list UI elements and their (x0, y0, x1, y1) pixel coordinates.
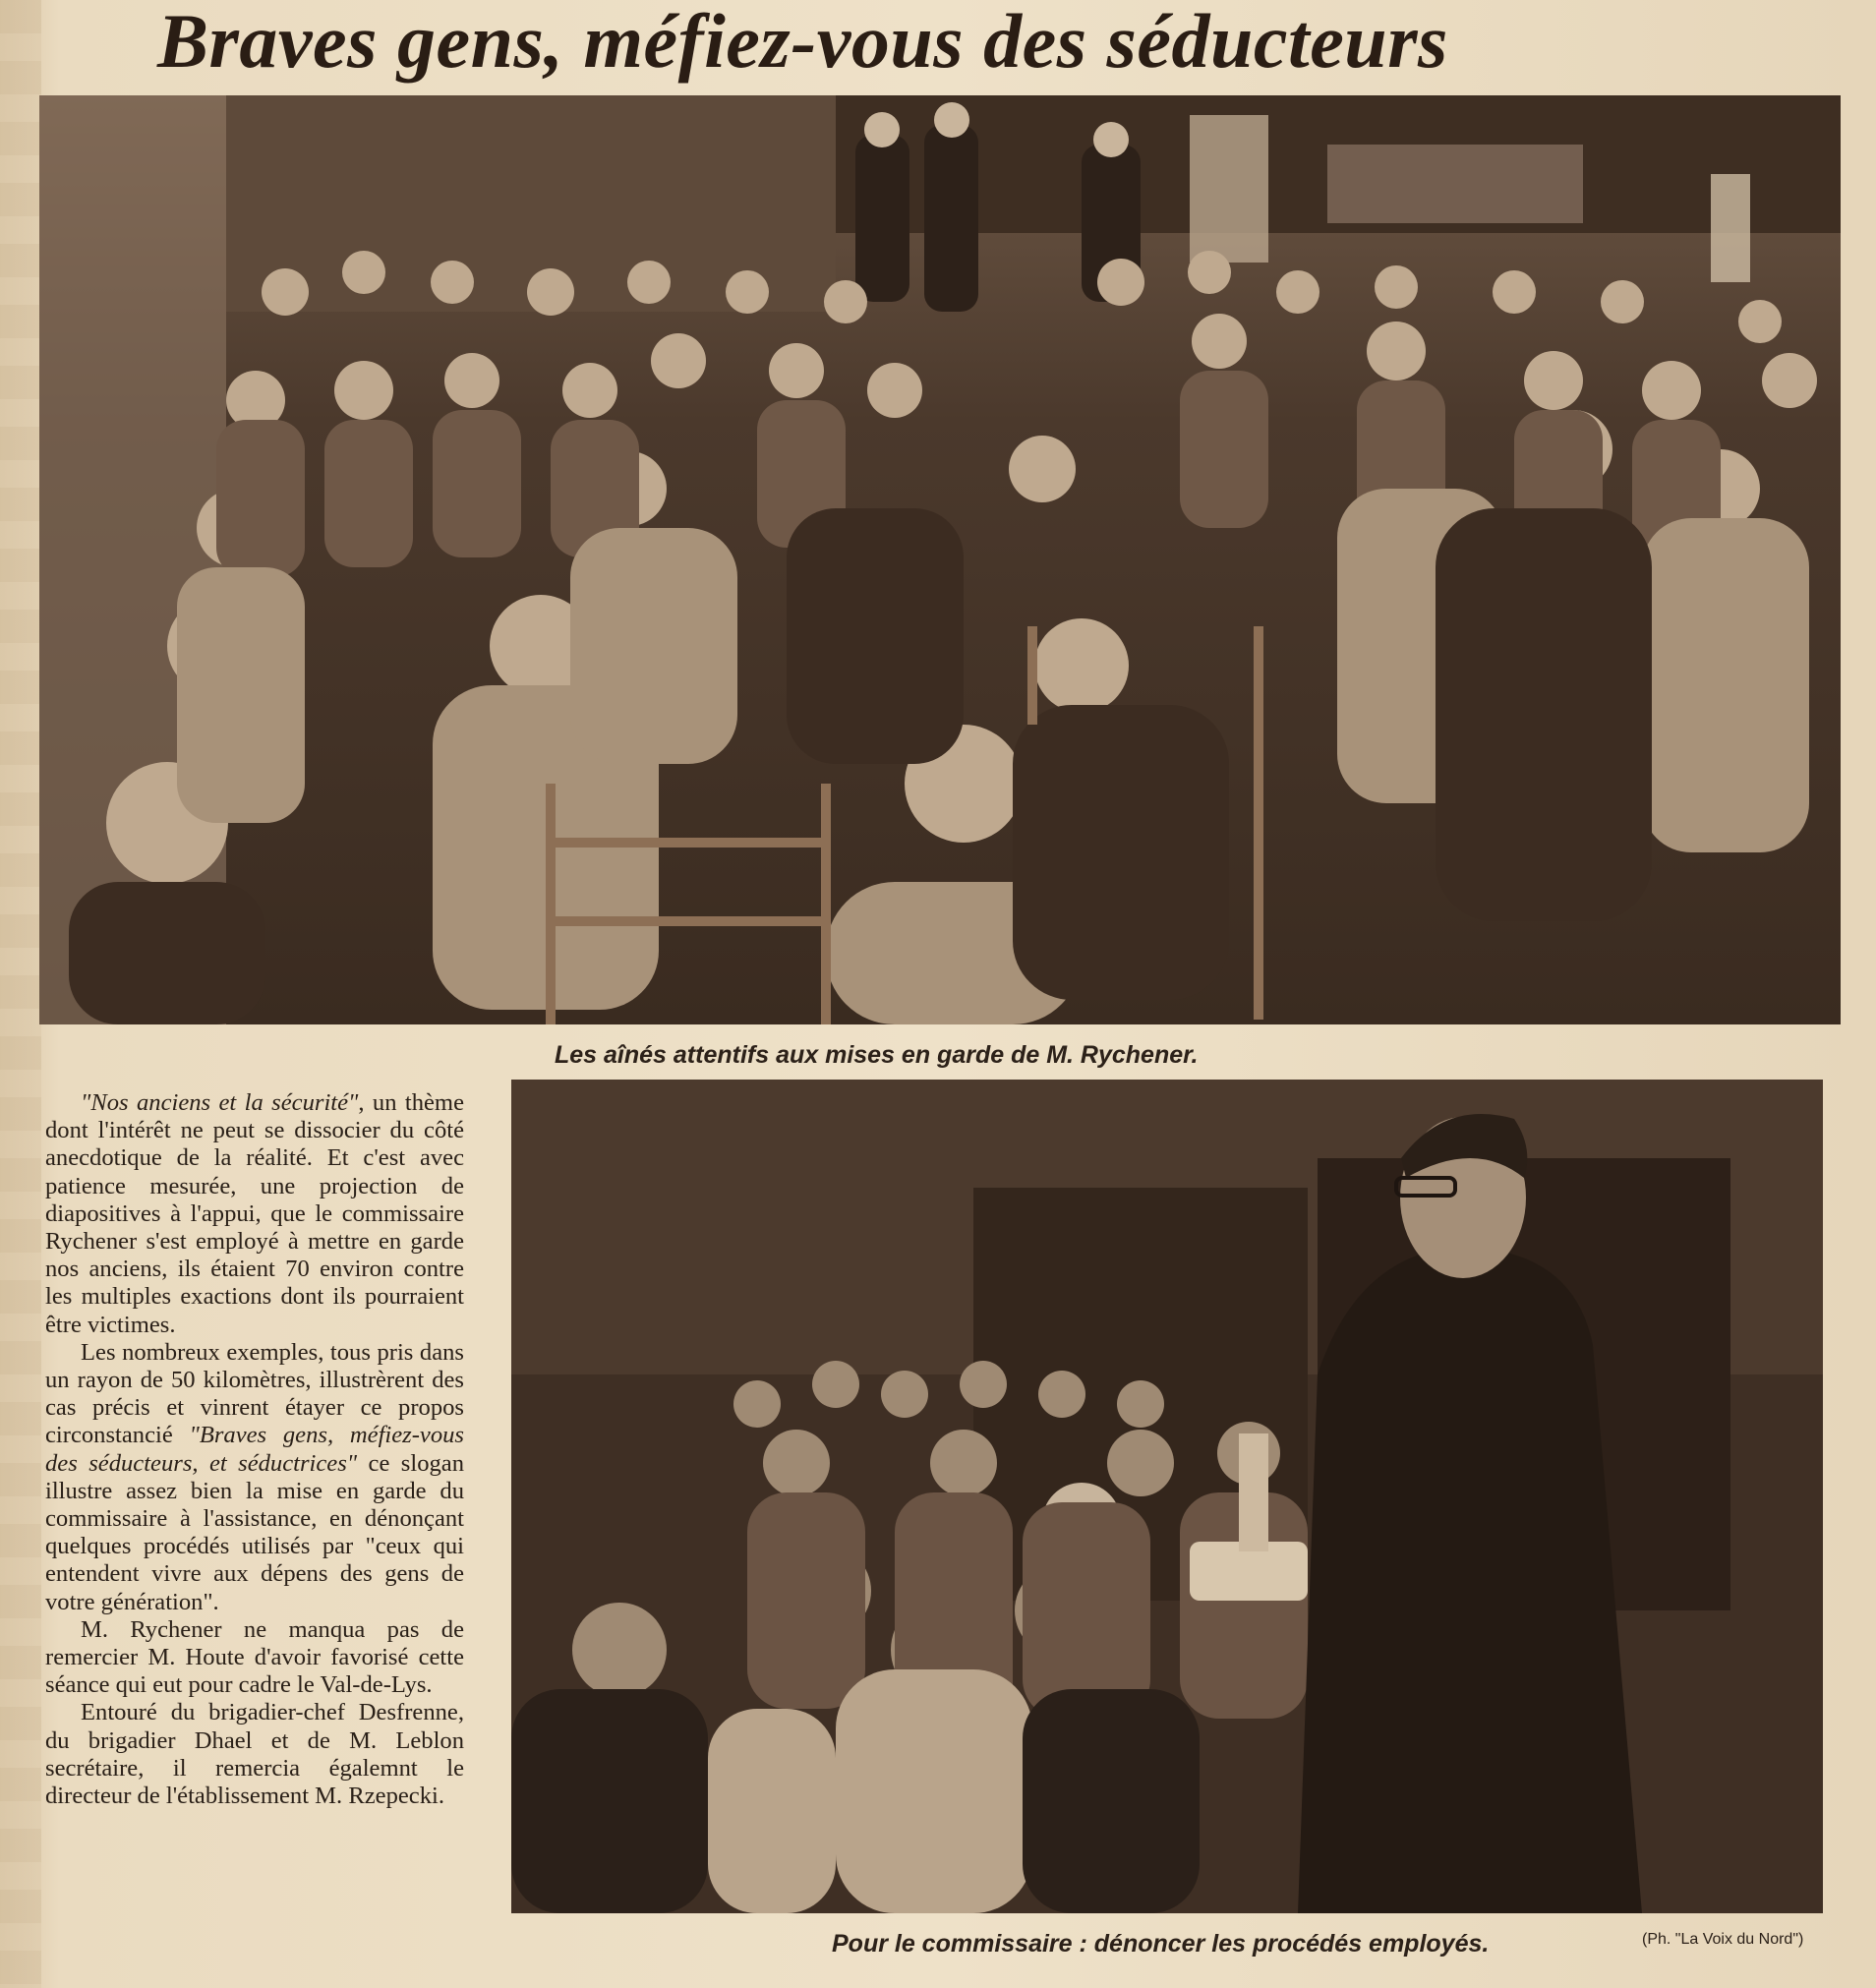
commissioner-photo (511, 1080, 1823, 1913)
photo-credit: (Ph. "La Voix du Nord") (1642, 1931, 1804, 1948)
article-paragraph-1: "Nos anciens et la sécurité", un thème dont l'intérêt ne peut se dissocier du côté anecdotique de la réalité. Et c'est avec patience mesurée, une projection de diapositives à l'appui, que le commissaire Rychener s'est employé à mettre en garde nos anciens, ils étaient 70 environ contre les multiples exactions dont ils pourraient être victimes. (45, 1089, 464, 1338)
audience-photo-illustration (39, 95, 1841, 1024)
commissioner-photo-illustration (511, 1080, 1823, 1913)
article-paragraph-3: M. Rychener ne manqua pas de remercier M. Houte d'avoir favorisé cette séance qui eut pour cadre le Val-de-Lys. (45, 1615, 464, 1699)
bottom-photo-caption: Pour le commissaire : dénoncer les procédés employés. (832, 1930, 1490, 1958)
headline: Braves gens, méfiez-vous des séducteurs (157, 0, 1448, 84)
article-body (45, 1089, 464, 1810)
adjacent-column-edge (0, 0, 41, 1988)
article-paragraph-4: Entouré du brigadier-chef Desfrenne, du brigadier Dhael et de M. Leblon secrétaire, il remercia égalemnt le directeur de l'établissement M. Rzepecki. (45, 1699, 464, 1810)
audience-photo (39, 95, 1841, 1024)
article-paragraph-2: Les nombreux exemples, tous pris dans un rayon de 50 kilomètres, illustrèrent des cas précis et vinrent étayer ce propos circonstancié "Braves gens, méfiez-vous des séducteurs, et séductrices" ce slogan illustre assez bien la mise en garde du commissaire à l'assistance, en dénonçant quelques procédés utilisés par "ceux qui entendent vivre aux dépens des gens de votre génération". (45, 1338, 464, 1615)
top-photo-caption: Les aînés attentifs aux mises en garde de M. Rychener. (555, 1041, 1199, 1069)
